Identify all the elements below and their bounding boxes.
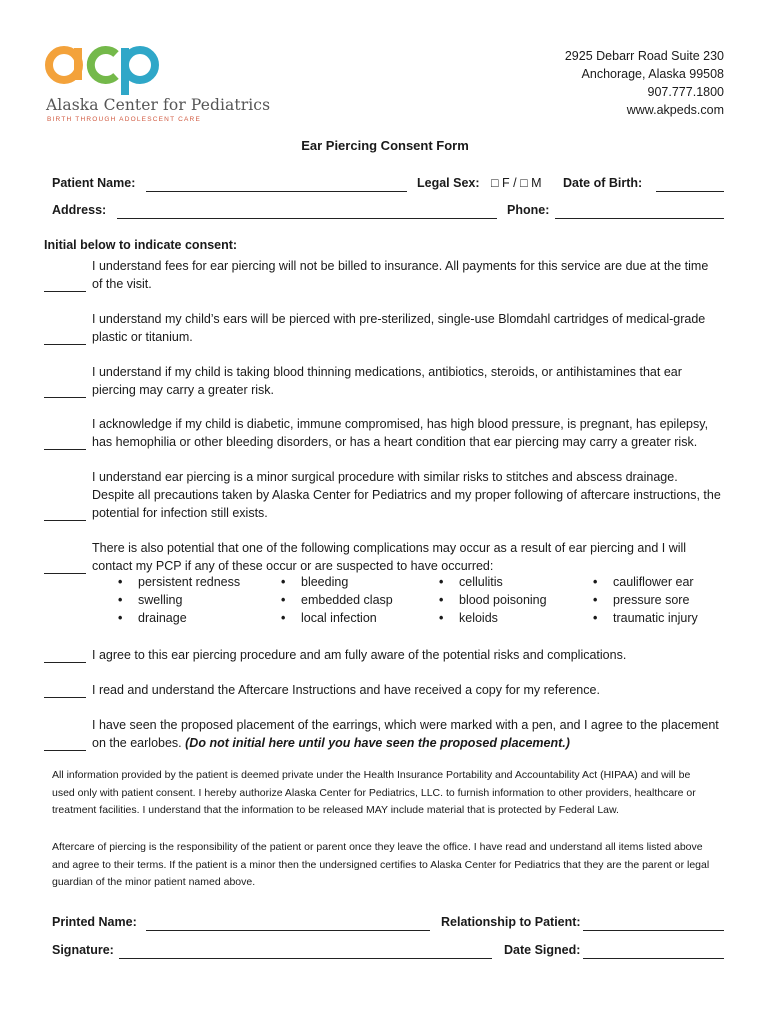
complication-item: • bleeding <box>301 575 348 589</box>
clinic-address <box>565 47 724 119</box>
consent-text: I understand fees for ear piercing will not be billed to insurance. All payments for this service are due at the time of the visit. <box>92 259 709 291</box>
consent-text: I understand ear piercing is a minor surgical procedure with similar risks to stitches and abscess drainage. Despite all precautions taken by Alaska Center for Pediatrics and my proper following of aftercare instructions, the potential for infection still exists. <box>92 470 721 520</box>
complication-item: • keloids <box>459 611 498 625</box>
consent-text: I understand if my child is taking blood thinning medications, antibiotics, steroids, or antihistamines that ear piercing may carry a greater risk. <box>92 365 682 397</box>
initial-field[interactable] <box>44 573 86 574</box>
complication-item: • cellulitis <box>459 575 503 589</box>
complication-item: • pressure sore <box>613 593 689 607</box>
printed-name-field[interactable] <box>146 930 430 931</box>
acp-logo <box>44 40 274 130</box>
initial-field[interactable] <box>44 397 86 398</box>
address-street: 2925 Debarr Road Suite 230 <box>564 49 724 63</box>
consent-main-text: I have seen the proposed placement of the earrings, which were marked with a pen, and I agree to the placement on the earlobes. <box>92 718 719 750</box>
initial-field[interactable] <box>44 520 86 521</box>
phone-label: Phone: <box>507 203 550 217</box>
initial-field[interactable] <box>44 291 86 292</box>
complication-item: • swelling <box>138 593 182 607</box>
relationship-field[interactable] <box>583 930 724 931</box>
form-title: Ear Piercing Consent Form <box>301 138 469 153</box>
printed-name-label: Printed Name: <box>52 915 137 929</box>
complication-item: • local infection <box>301 611 377 625</box>
acp-logo-mark <box>44 40 164 96</box>
consent-text: I agree to this ear piercing procedure and am fully aware of the potential risks and complications. <box>92 648 627 662</box>
address-field[interactable] <box>117 218 497 219</box>
address-phone: 907.777.1800 <box>647 85 724 99</box>
address-website[interactable]: www.akpeds.com <box>626 103 724 117</box>
initial-field[interactable] <box>44 697 86 698</box>
consent-text: I acknowledge if my child is diabetic, immune compromised, has high blood pressure, is pregnant, has epilepsy, has hemophilia or other bleeding disorders, or has a heart condition that ear piercing may carry a greater risk. <box>92 417 709 449</box>
logo-name: Alaska Center for Pediatrics <box>46 96 271 114</box>
logo-tagline: BIRTH THROUGH ADOLESCENT CARE <box>47 116 201 123</box>
privacy-paragraph: All information provided by the patient is deemed private under the Health Insurance Portability and Accountability Act (HIPAA) and will be used only with patient consent. I hereby authorize Alaska Center for Pediatrics, LLC. to furnish information to other providers, healthcare or treatment facilities. I understand that the information to be released MAY include material that is protected by Federal Law. <box>52 769 696 816</box>
consent-placement-note: (Do not initial here until you have seen the proposed placement.) <box>185 736 570 750</box>
phone-field[interactable] <box>555 218 724 219</box>
complication-item: • blood poisoning <box>459 593 547 607</box>
signature-field[interactable] <box>119 958 492 959</box>
initial-field[interactable] <box>44 449 86 450</box>
initial-field[interactable] <box>44 344 86 345</box>
consent-text: There is also potential that one of the following complications may occur as a result of ear piercing and I will contact my PCP if any of these occur or are suspected to have occurred: <box>92 541 687 573</box>
signature-label: Signature: <box>52 943 114 957</box>
initial-field[interactable] <box>44 750 86 751</box>
legal-sex-label: Legal Sex: <box>417 176 480 190</box>
patient-name-field[interactable] <box>146 191 407 192</box>
relationship-label: Relationship to Patient: <box>441 915 581 929</box>
patient-name-label: Patient Name: <box>52 176 136 190</box>
address-city: Anchorage, Alaska 99508 <box>581 67 724 81</box>
dob-field[interactable] <box>656 191 724 192</box>
dob-label: Date of Birth: <box>563 176 643 190</box>
complication-item: • cauliflower ear <box>613 575 694 589</box>
legal-sex-options[interactable]: □ F / □ M <box>491 176 542 190</box>
date-signed-field[interactable] <box>583 958 724 959</box>
address-label: Address: <box>52 203 107 217</box>
complication-item: • persistent redness <box>138 575 240 589</box>
consent-text: I read and understand the Aftercare Instructions and have received a copy for my reference. <box>92 683 600 697</box>
complication-item: • traumatic injury <box>613 611 698 625</box>
complication-item: • drainage <box>138 611 187 625</box>
aftercare-paragraph: Aftercare of piercing is the responsibility of the patient or parent once they leave the office. I have read and understand all items listed above and agree to their terms. If the patient is a minor then the undersigned certifies to Alaska Center for Pediatrics that they are the parent or legal guardian of the minor patient named above. <box>52 841 710 888</box>
complication-item: • embedded clasp <box>301 593 393 607</box>
initial-heading: Initial below to indicate consent: <box>44 238 238 252</box>
date-signed-label: Date Signed: <box>504 943 581 957</box>
initial-field[interactable] <box>44 662 86 663</box>
consent-text <box>92 716 722 752</box>
consent-text: I understand my child’s ears will be pierced with pre-sterilized, single-use Blomdahl cartridges of medical-grade plastic or titanium. <box>92 312 706 344</box>
